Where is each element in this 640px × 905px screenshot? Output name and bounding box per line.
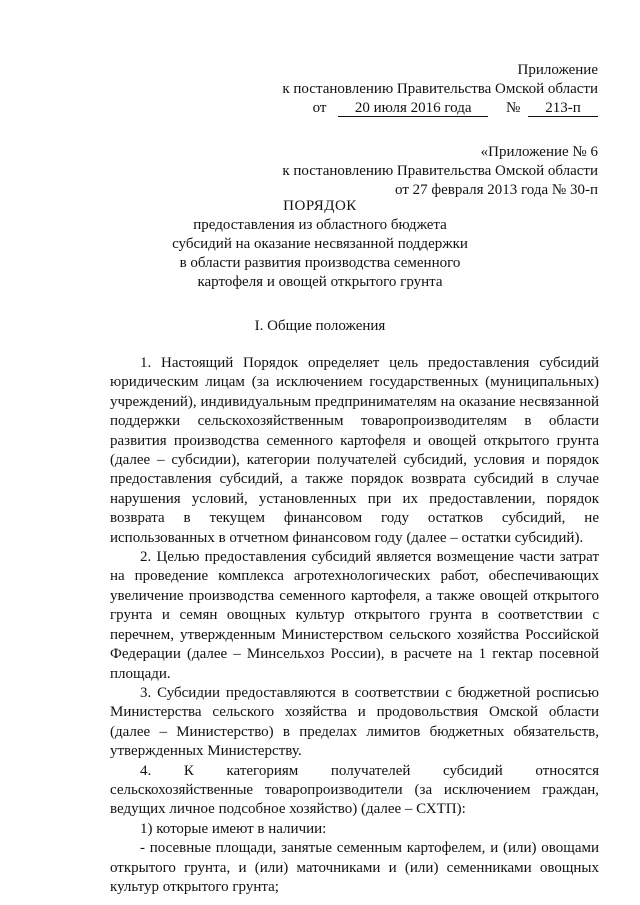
number-label: № <box>505 100 521 116</box>
paragraph-2: 2. Целью предоставления субсидий является возмещение части затрат на проведение комплекса агротехнологических работ, обеспечивающих увеличение производства семенного картофеля, а также овощей открытого грунта и семян овощных культур открытого грунта в соответствии с перечнем, утвержденным Министерством сельского хозяйства Российской Федерации (далее – Минсельхоз России), в расчете на 1 гектар посевной площади. <box>110 549 599 682</box>
appendix-header <box>282 61 598 118</box>
title-line: субсидий на оказание несвязанной поддержки <box>172 236 468 252</box>
paragraph-4: 4. К категориям получателей субсидий относятся сельскохозяйственные товаропроизводители (за исключением граждан, ведущих личное подсобное хозяйство) (далее – СХТП): <box>110 762 599 818</box>
appendix-label: Приложение <box>517 62 598 78</box>
paragraph-4-item-1: 1) которые имеют в наличии: <box>140 820 327 837</box>
appendix6-resolution: к постановлению Правительства Омской области <box>282 163 598 179</box>
document-title <box>0 197 640 292</box>
resolution-number: 213-п <box>528 101 598 117</box>
section-title: I. Общие положения <box>254 318 386 334</box>
resolution-date: 20 июля 2016 года <box>338 101 488 117</box>
paragraph-4-item-1-dash: - посевные площади, занятые семенным картофелем, и (или) овощами открытого грунта, и (или) маточниками и (или) семенниками овощных культур открытого грунта; <box>110 840 599 895</box>
title-line: предоставления из областного бюджета <box>193 217 447 233</box>
title-main: ПОРЯДОК <box>283 198 357 214</box>
resolution-reference: к постановлению Правительства Омской области <box>282 81 598 97</box>
title-line: в области развития производства семенного <box>179 255 461 271</box>
title-line: картофеля и овощей открытого грунта <box>197 274 443 290</box>
document-body <box>110 354 599 897</box>
paragraph-1: 1. Настоящий Порядок определяет цель предоставления субсидий юридическим лицам (за исключением государственных (муниципальных) учреждений), индивидуальным предпринимателям на оказание несвязанной поддержки сельскохозяйственным товаропроизводителям в области развития производства семенного картофеля и овощей открытого грунта (далее – субсидии), категории получателей субсидий, условия и порядок предоставления субсидий, а также порядок возврата субсидий в случае нарушения условий, установленных при их предоставлении, порядок возврата в текущем финансовом году остатков субсидий, не использованных в отчетном финансовом году (далее – остатки субсидий). <box>110 355 599 546</box>
appendix6-date: от 27 февраля 2013 года № 30-п <box>395 182 598 198</box>
appendix6-label: «Приложение № 6 <box>480 144 598 160</box>
resolution-date-line <box>282 99 598 118</box>
paragraph-3: 3. Субсидии предоставляются в соответствии с бюджетной росписью Министерства сельского хозяйства и продовольствия Омской области (далее – Министерство) в пределах лимитов бюджетных обязательств, утвержденных Министерству. <box>110 684 599 760</box>
appendix6-header <box>282 143 598 200</box>
from-label: от <box>312 100 327 116</box>
